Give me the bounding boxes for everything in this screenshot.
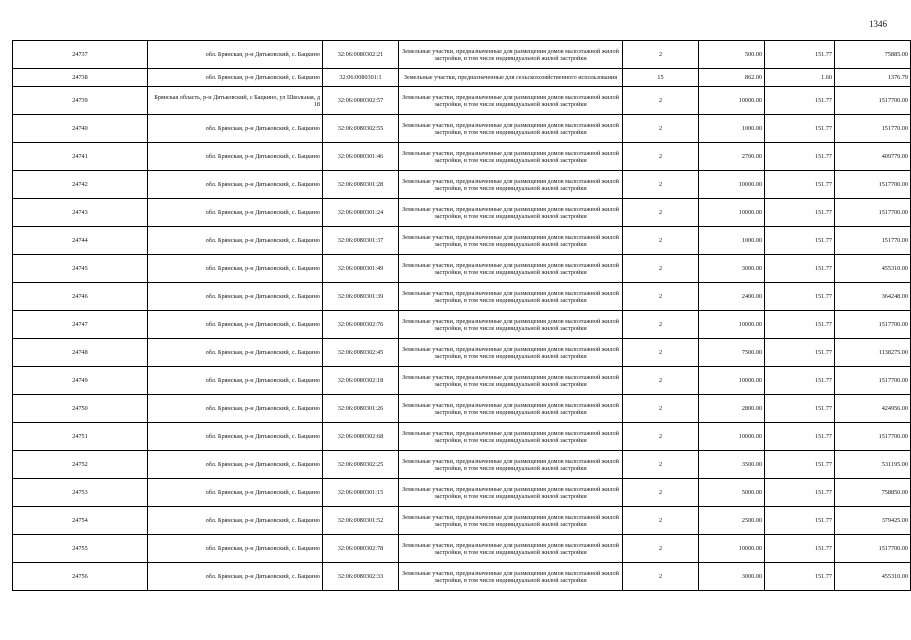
address-cell: обл. Брянская, р-н Дятьковский, с. Бацкино xyxy=(148,311,323,339)
cadastral-number-cell: 32:06:0080302:45 xyxy=(323,339,399,367)
cadastral-value-cell: 1517700.00 xyxy=(835,423,911,451)
cadastral-value-cell: 1517700.00 xyxy=(835,535,911,563)
cadastral-number-cell: 32:06:0080302:68 xyxy=(323,423,399,451)
category-cell: 2 xyxy=(623,199,699,227)
cadastral-number-cell: 32:06:0080301:46 xyxy=(323,143,399,171)
cadastral-number-cell: 32:06:0080301:49 xyxy=(323,255,399,283)
area-cell: 10000.00 xyxy=(699,311,765,339)
table-row xyxy=(13,255,911,283)
cadastral-value-cell: 151770.00 xyxy=(835,115,911,143)
rate-cell: 151.77 xyxy=(765,115,835,143)
category-cell: 2 xyxy=(623,563,699,591)
table-row xyxy=(13,115,911,143)
address-cell: Брянская область, р-н Дятьковский, с Бацкино, ул Школьная, д 18 xyxy=(148,87,323,115)
table-row xyxy=(13,199,911,227)
row-number: 24737 xyxy=(13,41,148,69)
row-number: 24750 xyxy=(13,395,148,423)
row-number: 24739 xyxy=(13,87,148,115)
cadastral-number-cell: 32:06:0080301:24 xyxy=(323,199,399,227)
address-cell: обл. Брянская, р-н Дятьковский, с. Бацкино xyxy=(148,171,323,199)
cadastral-number-cell: 32:06:0080301:28 xyxy=(323,171,399,199)
area-cell: 1000.00 xyxy=(699,115,765,143)
table-row xyxy=(13,311,911,339)
address-cell: обл. Брянская, р-н Дятьковский, с. Бацкино xyxy=(148,41,323,69)
table-row xyxy=(13,87,911,115)
row-number: 24746 xyxy=(13,283,148,311)
area-cell: 3000.00 xyxy=(699,563,765,591)
table-row xyxy=(13,69,911,87)
land-use-cell: Земельные участки, предназначенные для размещения домов малоэтажной жилой застройки, в том числе индивидуальной жилой застройки xyxy=(399,563,623,591)
table-row xyxy=(13,339,911,367)
rate-cell: 151.77 xyxy=(765,171,835,199)
area-cell: 10000.00 xyxy=(699,87,765,115)
table-row xyxy=(13,423,911,451)
address-cell: обл. Брянская, р-н Дятьковский, с. Бацкино xyxy=(148,283,323,311)
rate-cell: 151.77 xyxy=(765,563,835,591)
cadastral-value-cell: 758850.00 xyxy=(835,479,911,507)
area-cell: 7500.00 xyxy=(699,339,765,367)
land-use-cell: Земельные участки, предназначенные для размещения домов малоэтажной жилой застройки, в том числе индивидуальной жилой застройки xyxy=(399,143,623,171)
cadastral-value-cell: 1517700.00 xyxy=(835,367,911,395)
cadastral-number-cell: 32:06:0080301:1 xyxy=(323,69,399,87)
cadastral-value-cell: 379425.00 xyxy=(835,507,911,535)
cadastral-number-cell: 32:06:0080302:33 xyxy=(323,563,399,591)
row-number: 24747 xyxy=(13,311,148,339)
cadastral-value-cell: 364248.00 xyxy=(835,283,911,311)
cadastral-value-cell: 1517700.00 xyxy=(835,199,911,227)
table-row xyxy=(13,535,911,563)
rate-cell: 151.77 xyxy=(765,199,835,227)
land-use-cell: Земельные участки, предназначенные для размещения домов малоэтажной жилой застройки, в том числе индивидуальной жилой застройки xyxy=(399,479,623,507)
area-cell: 10000.00 xyxy=(699,367,765,395)
rate-cell: 151.77 xyxy=(765,143,835,171)
land-use-cell: Земельные участки, предназначенные для размещения домов малоэтажной жилой застройки, в том числе индивидуальной жилой застройки xyxy=(399,283,623,311)
land-use-cell: Земельные участки, предназначенные для размещения домов малоэтажной жилой застройки, в том числе индивидуальной жилой застройки xyxy=(399,367,623,395)
row-number: 24749 xyxy=(13,367,148,395)
land-use-cell: Земельные участки, предназначенные для размещения домов малоэтажной жилой застройки, в том числе индивидуальной жилой застройки xyxy=(399,423,623,451)
land-use-cell: Земельные участки, предназначенные для размещения домов малоэтажной жилой застройки, в том числе индивидуальной жилой застройки xyxy=(399,255,623,283)
address-cell: обл. Брянская, р-н Дятьковский, с. Бацкино xyxy=(148,69,323,87)
table-row xyxy=(13,367,911,395)
category-cell: 2 xyxy=(623,311,699,339)
category-cell: 2 xyxy=(623,87,699,115)
category-cell: 2 xyxy=(623,479,699,507)
cadastral-value-cell: 1376.79 xyxy=(835,69,911,87)
land-use-cell: Земельные участки, предназначенные для размещения домов малоэтажной жилой застройки, в том числе индивидуальной жилой застройки xyxy=(399,87,623,115)
area-cell: 2800.00 xyxy=(699,395,765,423)
address-cell: обл. Брянская, р-н Дятьковский, с. Бацкино xyxy=(148,507,323,535)
rate-cell: 151.77 xyxy=(765,311,835,339)
address-cell: обл. Брянская, р-н Дятьковский, с. Бацкино xyxy=(148,479,323,507)
address-cell: обл. Брянская, р-н Дятьковский, с. Бацкино xyxy=(148,339,323,367)
rate-cell: 151.77 xyxy=(765,255,835,283)
rate-cell: 151.77 xyxy=(765,479,835,507)
category-cell: 2 xyxy=(623,339,699,367)
row-number: 24756 xyxy=(13,563,148,591)
row-number: 24742 xyxy=(13,171,148,199)
land-use-cell: Земельные участки, предназначенные для размещения домов малоэтажной жилой застройки, в том числе индивидуальной жилой застройки xyxy=(399,115,623,143)
rate-cell: 151.77 xyxy=(765,87,835,115)
land-use-cell: Земельные участки, предназначенные для размещения домов малоэтажной жилой застройки, в том числе индивидуальной жилой застройки xyxy=(399,395,623,423)
address-cell: обл. Брянская, р-н Дятьковский, с. Бацкино xyxy=(148,395,323,423)
rate-cell: 151.77 xyxy=(765,367,835,395)
address-cell: обл. Брянская, р-н Дятьковский, с. Бацкино xyxy=(148,367,323,395)
cadastral-number-cell: 32:06:0080301:52 xyxy=(323,507,399,535)
row-number: 24741 xyxy=(13,143,148,171)
cadastral-number-cell: 32:06:0080301:39 xyxy=(323,283,399,311)
cadastral-number-cell: 32:06:0080301:37 xyxy=(323,227,399,255)
cadastral-number-cell: 32:06:0080302:18 xyxy=(323,367,399,395)
row-number: 24738 xyxy=(13,69,148,87)
table-row xyxy=(13,283,911,311)
cadastral-value-cell: 531195.00 xyxy=(835,451,911,479)
rate-cell: 151.77 xyxy=(765,227,835,255)
cadastral-value-cell: 455310.00 xyxy=(835,255,911,283)
area-cell: 2500.00 xyxy=(699,507,765,535)
row-number: 24753 xyxy=(13,479,148,507)
rate-cell: 151.77 xyxy=(765,507,835,535)
row-number: 24743 xyxy=(13,199,148,227)
land-use-cell: Земельные участки, предназначенные для размещения домов малоэтажной жилой застройки, в том числе индивидуальной жилой застройки xyxy=(399,311,623,339)
row-number: 24744 xyxy=(13,227,148,255)
category-cell: 2 xyxy=(623,171,699,199)
table-row xyxy=(13,451,911,479)
land-use-cell: Земельные участки, предназначенные для размещения домов малоэтажной жилой застройки, в том числе индивидуальной жилой застройки xyxy=(399,451,623,479)
table-row xyxy=(13,171,911,199)
table-row xyxy=(13,143,911,171)
category-cell: 15 xyxy=(623,69,699,87)
cadastral-value-cell: 75885.00 xyxy=(835,41,911,69)
rate-cell: 151.77 xyxy=(765,423,835,451)
category-cell: 2 xyxy=(623,423,699,451)
area-cell: 500.00 xyxy=(699,41,765,69)
area-cell: 3500.00 xyxy=(699,451,765,479)
category-cell: 2 xyxy=(623,227,699,255)
category-cell: 2 xyxy=(623,255,699,283)
area-cell: 10000.00 xyxy=(699,199,765,227)
category-cell: 2 xyxy=(623,367,699,395)
table-row xyxy=(13,479,911,507)
area-cell: 2400.00 xyxy=(699,283,765,311)
table-row xyxy=(13,563,911,591)
table-row xyxy=(13,507,911,535)
rate-cell: 151.77 xyxy=(765,41,835,69)
rate-cell: 151.77 xyxy=(765,283,835,311)
rate-cell: 151.77 xyxy=(765,339,835,367)
cadastral-number-cell: 32:06:0080301:15 xyxy=(323,479,399,507)
cadastral-value-cell: 1517700.00 xyxy=(835,171,911,199)
land-use-cell: Земельные участки, предназначенные для размещения домов малоэтажной жилой застройки, в том числе индивидуальной жилой застройки xyxy=(399,199,623,227)
area-cell: 10000.00 xyxy=(699,171,765,199)
row-number: 24751 xyxy=(13,423,148,451)
category-cell: 2 xyxy=(623,41,699,69)
category-cell: 2 xyxy=(623,535,699,563)
category-cell: 2 xyxy=(623,395,699,423)
address-cell: обл. Брянская, р-н Дятьковский, с. Бацкино xyxy=(148,143,323,171)
area-cell: 3000.00 xyxy=(699,255,765,283)
area-cell: 10000.00 xyxy=(699,423,765,451)
land-use-cell: Земельные участки, предназначенные для размещения домов малоэтажной жилой застройки, в том числе индивидуальной жилой застройки xyxy=(399,41,623,69)
rate-cell: 151.77 xyxy=(765,451,835,479)
address-cell: обл. Брянская, р-н Дятьковский, с. Бацкино xyxy=(148,199,323,227)
land-use-cell: Земельные участки, предназначенные для размещения домов малоэтажной жилой застройки, в том числе индивидуальной жилой застройки xyxy=(399,535,623,563)
category-cell: 2 xyxy=(623,115,699,143)
row-number: 24745 xyxy=(13,255,148,283)
row-number: 24740 xyxy=(13,115,148,143)
table-row xyxy=(13,41,911,69)
category-cell: 2 xyxy=(623,283,699,311)
area-cell: 1000.00 xyxy=(699,227,765,255)
area-cell: 862.00 xyxy=(699,69,765,87)
rate-cell: 1.60 xyxy=(765,69,835,87)
rate-cell: 151.77 xyxy=(765,395,835,423)
area-cell: 5000.00 xyxy=(699,479,765,507)
cadastral-value-cell: 409779.00 xyxy=(835,143,911,171)
row-number: 24755 xyxy=(13,535,148,563)
cadastral-number-cell: 32:06:0080302:57 xyxy=(323,87,399,115)
address-cell: обл. Брянская, р-н Дятьковский, с. Бацкино xyxy=(148,563,323,591)
land-use-cell: Земельные участки, предназначенные для размещения домов малоэтажной жилой застройки, в том числе индивидуальной жилой застройки xyxy=(399,507,623,535)
address-cell: обл. Брянская, р-н Дятьковский, с. Бацкино xyxy=(148,423,323,451)
page-number: 1346 xyxy=(869,19,887,29)
address-cell: обл. Брянская, р-н Дятьковский, с. Бацкино xyxy=(148,535,323,563)
cadastral-value-cell: 424956.00 xyxy=(835,395,911,423)
cadastral-value-cell: 455310.00 xyxy=(835,563,911,591)
cadastral-number-cell: 32:06:0080301:26 xyxy=(323,395,399,423)
cadastral-number-cell: 32:06:0080302:78 xyxy=(323,535,399,563)
row-number: 24754 xyxy=(13,507,148,535)
category-cell: 2 xyxy=(623,451,699,479)
cadastral-value-cell: 1517700.00 xyxy=(835,87,911,115)
cadastral-value-cell: 1517700.00 xyxy=(835,311,911,339)
address-cell: обл. Брянская, р-н Дятьковский, с. Бацкино xyxy=(148,115,323,143)
cadastral-number-cell: 32:06:0080302:55 xyxy=(323,115,399,143)
cadastral-value-cell: 1138275.00 xyxy=(835,339,911,367)
area-cell: 10000.00 xyxy=(699,535,765,563)
cadastral-number-cell: 32:06:0080302:25 xyxy=(323,451,399,479)
address-cell: обл. Брянская, р-н Дятьковский, с. Бацкино xyxy=(148,255,323,283)
table-row xyxy=(13,395,911,423)
row-number: 24752 xyxy=(13,451,148,479)
land-use-cell: Земельные участки, предназначенные для размещения домов малоэтажной жилой застройки, в том числе индивидуальной жилой застройки xyxy=(399,339,623,367)
land-registry-table xyxy=(12,40,911,591)
table-row xyxy=(13,227,911,255)
address-cell: обл. Брянская, р-н Дятьковский, с. Бацкино xyxy=(148,227,323,255)
rate-cell: 151.77 xyxy=(765,535,835,563)
land-use-cell: Земельные участки, предназначенные для размещения домов малоэтажной жилой застройки, в том числе индивидуальной жилой застройки xyxy=(399,171,623,199)
land-use-cell: Земельные участки, предназначенные для размещения домов малоэтажной жилой застройки, в том числе индивидуальной жилой застройки xyxy=(399,227,623,255)
category-cell: 2 xyxy=(623,143,699,171)
cadastral-number-cell: 32:06:0080302:21 xyxy=(323,41,399,69)
address-cell: обл. Брянская, р-н Дятьковский, с. Бацкино xyxy=(148,451,323,479)
land-use-cell: Земельные участки, предназначенные для сельскохозяйственного использования xyxy=(399,69,623,87)
area-cell: 2700.00 xyxy=(699,143,765,171)
cadastral-number-cell: 32:06:0080302:76 xyxy=(323,311,399,339)
row-number: 24748 xyxy=(13,339,148,367)
category-cell: 2 xyxy=(623,507,699,535)
cadastral-value-cell: 151770.00 xyxy=(835,227,911,255)
